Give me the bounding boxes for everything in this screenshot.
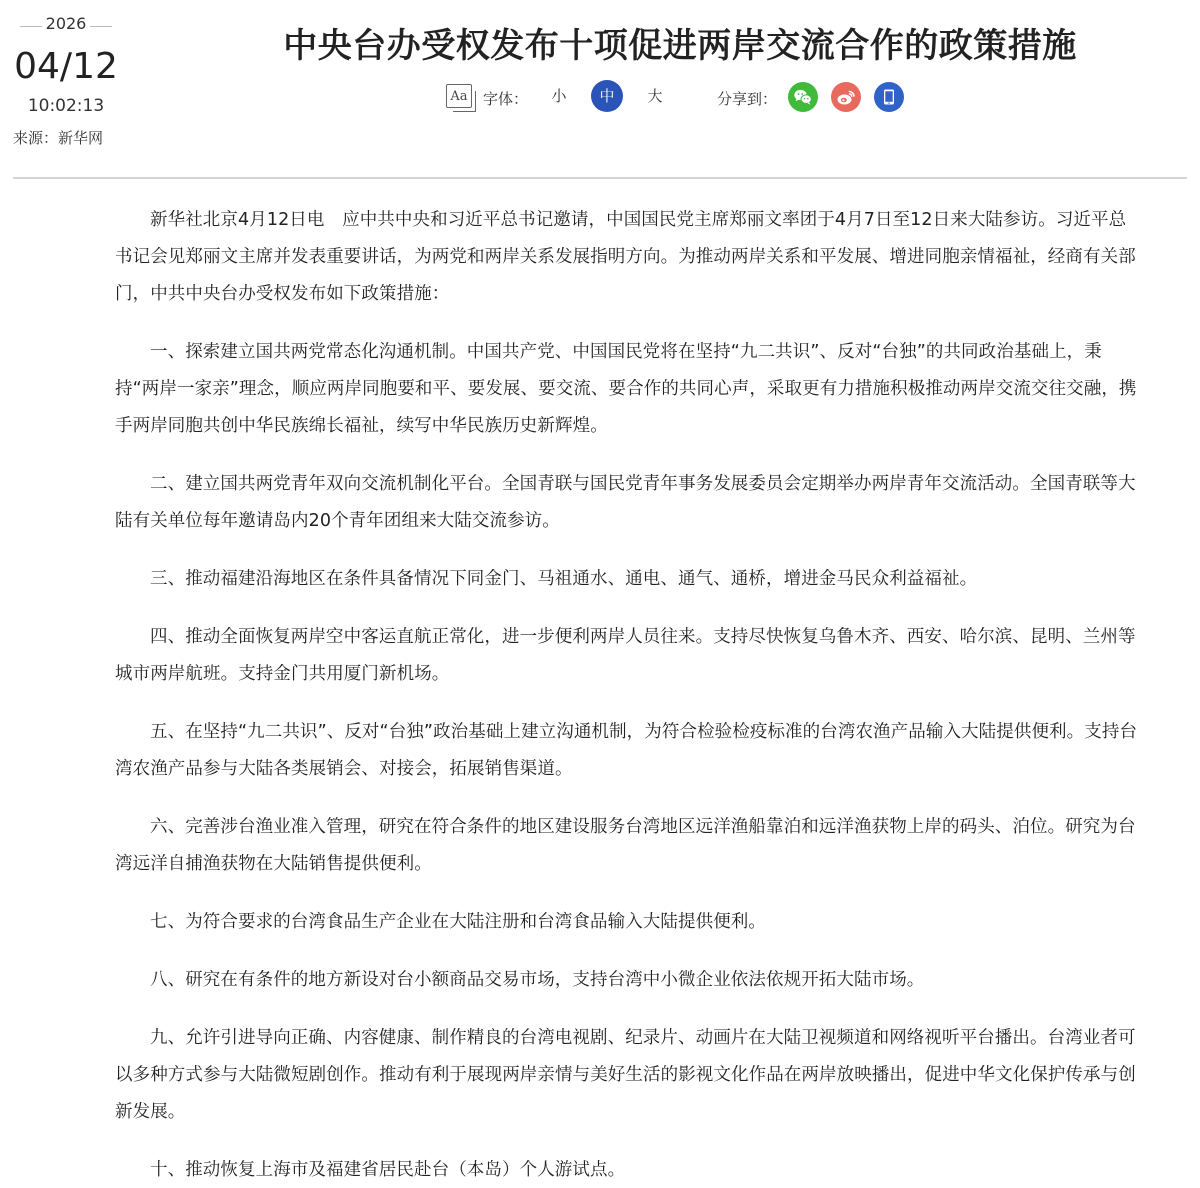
weibo-icon — [831, 82, 861, 112]
year-divider-right — [90, 26, 112, 27]
publish-year: 2026 — [45, 14, 87, 33]
article-paragraph: 二、建立国共两党青年双向交流机制化平台。全国青联与国民党青年事务发展委员会定期举办两岸青年交流活动。全国青联等大陆有关单位每年邀请岛内20个青年团组来大陆交流参访。 — [115, 474, 1136, 531]
article-paragraph: 六、完善涉台渔业准入管理，研究在符合条件的地区建设服务台湾地区远洋渔船靠泊和远洋渔获物上岸的码头、泊位。研究为台湾远洋自捕渔获物在大陆销售提供便利。 — [115, 817, 1136, 874]
share-wechat-button[interactable] — [788, 82, 818, 112]
share-label: 分享到： — [717, 90, 778, 108]
article-paragraph: 九、允许引进导向正确、内容健康、制作精良的台湾电视剧、纪录片、动画片在大陆卫视频道和网络视听平台播出。台湾业者可以多种方式参与大陆微短剧创作。推动有利于展现两岸亲情与美好生活的影视文化作品在两岸放映播出，促进中华文化保护传承与创新发展。 — [115, 1028, 1136, 1122]
font-medium-button[interactable]: 中 — [591, 80, 623, 112]
share-mobile-button[interactable] — [874, 82, 904, 112]
article-paragraph: 三、推动福建沿海地区在条件具备情况下同金门、马祖通水、通电、通气、通桥，增进金马民众利益福祉。 — [150, 569, 978, 589]
article-paragraph: 五、在坚持“九二共识”、反对“台独”政治基础上建立沟通机制，为符合检验检疫标准的台湾农渔产品输入大陆提供便利。支持台湾农渔产品参与大陆各类展销会、对接会，拓展销售渠道。 — [115, 722, 1138, 779]
font-size-label: 字体： — [483, 90, 529, 108]
publish-time: 10:02:13 — [27, 96, 105, 116]
article-body — [115, 202, 1139, 1188]
publish-date: 04/12 — [14, 46, 118, 87]
share-weibo-button[interactable] — [831, 82, 861, 112]
phone-icon — [874, 82, 904, 112]
article-paragraph: 一、探索建立国共两党常态化沟通机制。中国共产党、中国国民党将在坚持“九二共识”、反对“台独”的共同政治基础上，秉持“两岸一家亲”理念，顺应两岸同胞要和平、要发展、要交流、要合作的共同心声，采取更有力措施积极推动两岸交流交往交融，携手两岸同胞共创中华民族绵长福祉，续写中华民族历史新辉煌。 — [115, 342, 1137, 436]
article-paragraph: 十、推动恢复上海市及福建省居民赴台（本岛）个人游试点。 — [150, 1160, 626, 1180]
wechat-icon — [788, 82, 818, 112]
article-title: 中央台办受权发布十项促进两岸交流合作的政策措施 — [283, 26, 1077, 66]
article-toolbar — [444, 80, 924, 116]
article-paragraph: 四、推动全面恢复两岸空中客运直航正常化，进一步便利两岸人员往来。支持尽快恢复乌鲁木齐、西安、哈尔滨、昆明、兰州等城市两岸航班。支持金门共用厦门新机场。 — [115, 627, 1136, 684]
font-size-icon: Aa — [446, 84, 472, 108]
header-divider — [13, 177, 1187, 179]
article-paragraph: 新华社北京4月12日电 应中共中央和习近平总书记邀请，中国国民党主席郑丽文率团于4月7日至12日来大陆参访。习近平总书记会见郑丽文主席并发表重要讲话，为两党和两岸关系发展指明方向。为推动两岸关系和平发展、增进同胞亲情福祉，经商有关部门，中共中央台办受权发布如下政策措施： — [115, 210, 1136, 304]
article-source: 来源：新华网 — [13, 129, 104, 147]
font-large-button[interactable]: 大 — [647, 87, 663, 105]
article-paragraph: 七、为符合要求的台湾食品生产企业在大陆注册和台湾食品输入大陆提供便利。 — [150, 912, 766, 932]
font-small-button[interactable]: 小 — [551, 87, 567, 105]
article-paragraph: 八、研究在有条件的地方新设对台小额商品交易市场，支持台湾中小微企业依法依规开拓大陆市场。 — [150, 970, 925, 990]
year-row — [20, 14, 112, 40]
